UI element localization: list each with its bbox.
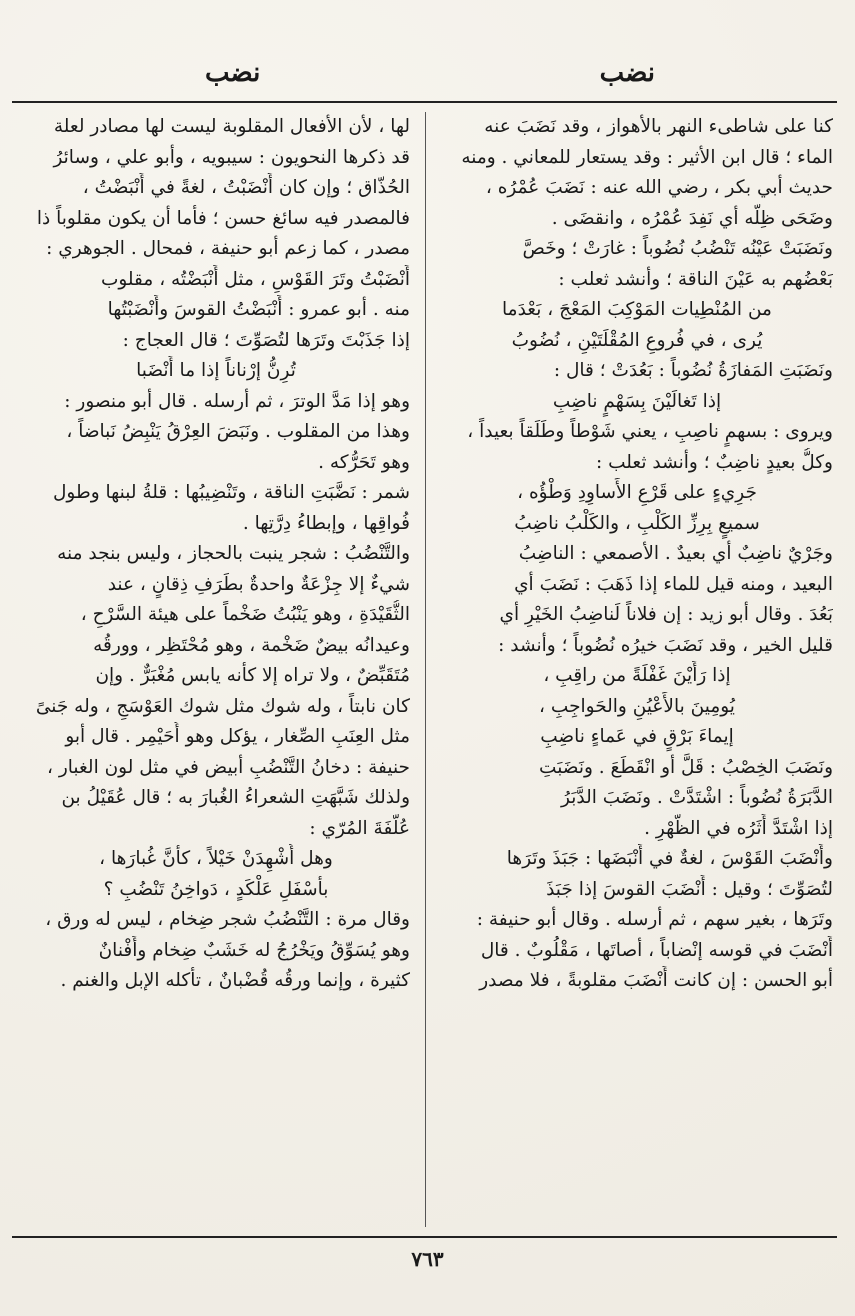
- text-line: مصدر ، كما زعم أبو حنيفة ، فمحال . الجوهري :: [46, 238, 410, 259]
- text-line: الحُذّاق ؛ وإن كان أَنْضَبْتُ ، لغةً في أَنْبَضْتُ ،: [82, 177, 410, 198]
- verse-line: إيماءَ بَرْقٍ في عَماءٍ ناضِبِ: [540, 726, 734, 747]
- text-line: وهو إذا مَدَّ الوترَ ، ثم أرسله . قال أبو منصور :: [64, 390, 410, 412]
- text-line: ونَضَبَ الخِصْبُ : قَلَّ أو انْقَطَعَ . ونَضَبَتِ: [539, 756, 833, 778]
- text-line: حديث أبي بكر ، رضي الله عنه : نَضَبَ عُمْرُه ،: [485, 177, 833, 198]
- header-rule: [12, 101, 837, 103]
- text-line: أبو الحسن : إن كانت أَنْضَبَ مقلوبةً ، فلا مصدر: [479, 970, 833, 991]
- text-line: وجَرْيٌ ناضِبٌ أي بعيدٌ . الأصمعي : الناضِبُ: [518, 543, 833, 564]
- text-line: حنيفة : دخانُ التَّنْضُبِ أبيض في مثل لون الغبار ،: [47, 756, 410, 778]
- header-headword-right: نضب: [599, 58, 655, 88]
- verse-line: سميعٍ بِرِزِّ الكَلْبِ ، والكَلْبُ ناضِبُ: [514, 512, 760, 534]
- text-line: وقال مرة : التَّنْضُبُ شجر ضِخام ، ليس له ورق ،: [45, 909, 410, 930]
- text-line: فالمصدر فيه سائغ حسن ؛ فأما أن يكون مقلوباً ذا: [36, 207, 410, 229]
- text-line: ونَضَبَتْ عَيْنُه تَنْضُبُ نُضُوباً : غارَتْ ؛ وخَصَّ: [522, 238, 833, 259]
- text-line: أَنْضَبْتُ وتَرَ القَوْسِ ، مثل أَنْبَضْتُه ، مقلوب: [100, 268, 410, 290]
- column-separator: [425, 112, 426, 1227]
- text-line: وهذا من المقلوب . ونَبَضَ العِرْقُ يَنْبِضُ نَباضاً ،: [66, 421, 410, 442]
- verse-line: يُرى ، في فُروعِ المُقْلَتَيْنِ ، نُضُوبُ: [511, 329, 763, 351]
- text-line: قليل الخير ، وقد نَضَبَ خيرُه نُضُوباً ؛ وأنشد :: [498, 634, 833, 656]
- text-line: الدَّبَرَةُ نُضُوباً : اشْتَدَّتْ . ونَضَبَ الدَّبَرُ: [561, 787, 833, 808]
- text-line: ويروى : بسهمٍ ناصِبِ ، يعني شَوْطاً وطَلَقاً بعيداً ،: [467, 421, 833, 442]
- text-line: قد ذكرها النحويون : سيبويه ، وأبو علي ، وسائرُ: [53, 146, 410, 168]
- text-line: مُتَقَبِّضٌ ، ولا تراه إلا كأنه يابس مُغْبَرٌّ . وإن: [95, 665, 410, 686]
- right-column: [441, 112, 833, 1227]
- left-column: [22, 112, 410, 1227]
- text-line: كثيرة ، وإنما ورقُه قُضْبانٌ ، تأكله الإبل والغنم .: [60, 970, 410, 991]
- text-line: فُواقِها ، وإبطاءُ دِرَّتِها .: [242, 512, 410, 534]
- text-line: وأَنْضَبَ القَوْسَ ، لغةٌ في أَنْبَضَها : جَبَذَ وتَرَها: [506, 848, 833, 869]
- text-line: عُلَّفَةَ المُرّي :: [309, 817, 410, 839]
- verse-line: إذا تَغالَيْنَ بِسَهْمٍ ناضِبِ: [552, 390, 722, 412]
- text-line: بَعْضُهم به عَيْنَ الناقة ؛ وأنشد ثعلب :: [558, 268, 833, 290]
- text-line: وعيدانُه بيضٌ ضَخْمة ، وهو مُحْتَظِر ، وورقُه: [93, 634, 410, 656]
- text-line: والتَّنْضُبُ : شجر ينبت بالحجاز ، وليس بنجد منه: [57, 543, 410, 564]
- verse-line: يُومِينَ بالأَعْيُنِ والحَواجِبِ ،: [539, 695, 735, 717]
- text-line: لها ، لأن الأفعال المقلوبة ليست لها مصادر لعلة: [53, 116, 410, 137]
- text-line: إذا اشْتَدَّ أَثَرُه في الظَّهْرِ .: [644, 817, 833, 839]
- page-number: ٧٦٣: [411, 1247, 444, 1271]
- verse-line: تُرِنُّ إرْناناً إذا ما أَنْضَبا: [136, 360, 296, 381]
- text-line: إذا جَذَبْتَ وتَرَها لتُصَوِّتَ ؛ قال العجاج :: [122, 329, 410, 351]
- text-line: شيءٌ إلا جِزْعَةٌ واحدةٌ بطَرَفِ ذِقانٍ ، عند: [107, 573, 410, 595]
- verse-line: من المُنْطِيات المَوْكِبَ المَعْجَ ، بَعْدَما: [502, 299, 772, 320]
- text-line: الثُّقَيْدَةِ ، وهو يَنْبُتُ ضَخْماً على هيئة السَّرْحِ ،: [80, 604, 410, 625]
- verse-line: إذا رَأَيْنَ غَفْلَةً من راقِبِ ،: [543, 665, 731, 686]
- text-line: مثل العِنَبِ الصِّغار ، يؤكل وهو أُحَيْمِر . قال أبو: [65, 726, 410, 747]
- text-line: البعيد ، ومنه قيل للماء إذا ذَهَبَ : نَضَبَ أي: [514, 573, 833, 595]
- text-line: وكلُّ بعيدٍ ناضِبٌ ؛ وأنشد ثعلب :: [596, 451, 833, 473]
- text-line: ونَضَبَتِ المَفازَةُ نُضُوباً : بَعُدَتْ ؛ قال :: [553, 360, 833, 381]
- verse-line: جَرِيءٍ على قَرْعِ الأَساوِدِ وَطْؤُه ،: [517, 482, 757, 503]
- text-line: شمر : نَضَّبَتِ الناقة ، وتَنْضِيبُها : قلةُ لبنها وطول: [52, 482, 410, 503]
- text-line: وضَحَى ظِلُّه أي نَفِدَ عُمْرُه ، وانقضَى .: [551, 207, 833, 229]
- text-line: بَعُدَ . وقال أبو زيد : إن فلاناً لَناضِبُ الخَيْرِ أي: [499, 604, 833, 625]
- text-line: لتُصَوِّتَ ؛ وقيل : أَنْضَبَ القوسَ إذا جَبَذَ: [546, 878, 833, 900]
- text-line: كنا على شاطىء النهر بالأهواز ، وقد نَضَبَ عنه: [484, 116, 833, 137]
- footer-rule: [12, 1236, 837, 1238]
- text-line: ولذلك شَبَّهَتِ الشعراءُ الغُبارَ به ؛ قال عُقَيْلُ بن: [61, 787, 410, 808]
- header-headword-left: نضب: [205, 58, 261, 88]
- text-line: كان نابتاً ، وله شوك مثل شوك العَوْسَجِ ، وله جَنىً: [35, 695, 410, 717]
- text-line: وهو تَحَرُّكه .: [318, 451, 410, 473]
- verse-line: بأَسْفَلِ عَلْكَدٍ ، دَواخِنُ تَنْضُبِ ؟: [103, 878, 329, 900]
- text-line: وتَرَها ، بغير سهم ، ثم أرسله . وقال أبو حنيفة :: [476, 909, 833, 930]
- text-line: أَنْضَبَ في قوسه إنْضاباً ، أصاتَها ، مَقْلُوبٌ . قال: [480, 939, 833, 961]
- text-line: وهو يُسَوِّقُ ويَخْرُجُ له خَشَبٌ ضِخام وأَفْنانٌ: [98, 939, 410, 961]
- text-line: الماء ؛ قال ابن الأثير : وقد يستعار للمعاني . ومنه: [461, 146, 833, 168]
- verse-line: وهل أُشْهِدَنْ خَيْلاً ، كأَنَّ غُبارَها ،: [99, 848, 333, 869]
- text-line: منه . أبو عمرو : أَنْبَضْتُ القوسَ وأَنْضَبْتُها: [107, 299, 410, 320]
